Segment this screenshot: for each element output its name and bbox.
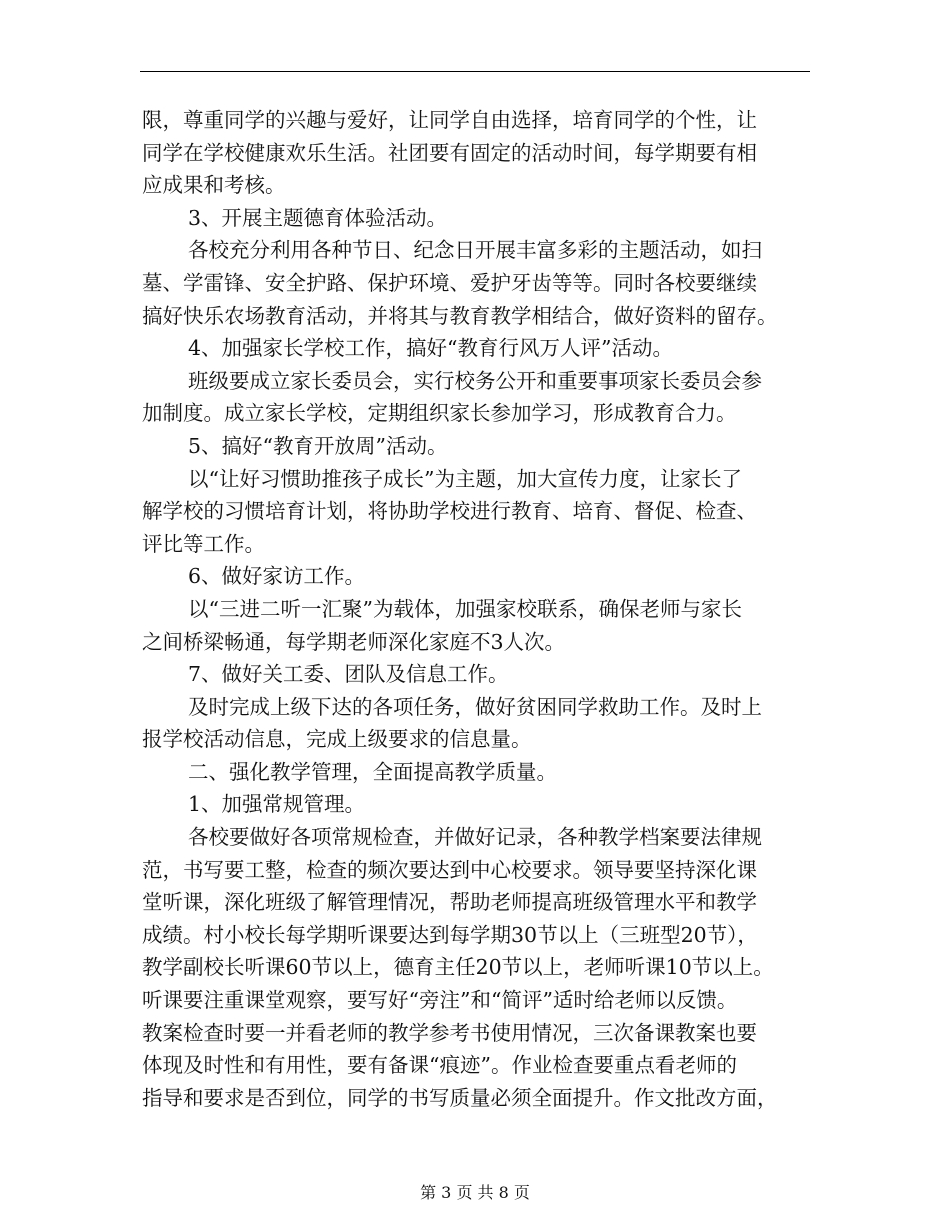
text-line: 范，书写要工整，检查的频次要达到中心校要求。领导要坚持深化课	[142, 857, 757, 882]
text-line: 3、开展主题德育体验活动。	[188, 205, 448, 230]
text-line: 教学副校长听课60节以上，德育主任20节以上，老师听课10节以上。	[142, 955, 774, 980]
text-line: 报学校活动信息，完成上级要求的信息量。	[142, 727, 532, 752]
text-line: 同学在学校健康欢乐生活。社团要有固定的活动时间，每学期要有相	[142, 140, 757, 165]
text-line: 搞好快乐农场教育活动，并将其与教育教学相结合，做好资料的留存。	[142, 303, 778, 328]
text-line: 成绩。村小校长每学期听课要达到每学期30节以上（三班型20节），	[142, 922, 758, 947]
page-number-footer: 第 3 页 共 8 页	[420, 1183, 530, 1202]
header-rule	[140, 71, 810, 72]
text-line: 加制度。成立家长学校，定期组织家长参加学习，形成教育合力。	[142, 401, 737, 426]
text-line: 限，尊重同学的兴趣与爱好，让同学自由选择，培育同学的个性，让	[142, 108, 757, 132]
text-line: 之间桥梁畅通，每学期老师深化家庭不3人次。	[142, 629, 566, 654]
text-line: 应成果和考核。	[142, 173, 286, 198]
text-line: 及时完成上级下达的各项任务，做好贫困同学救助工作。及时上	[188, 694, 762, 719]
text-line: 1、加强常规管理。	[188, 792, 366, 817]
body-text	[142, 104, 812, 1114]
text-line: 5、搞好“教育开放周”活动。	[188, 433, 448, 458]
text-line: 二、强化教学管理，全面提高教学质量。	[188, 759, 557, 784]
text-line: 解学校的习惯培育计划，将协助学校进行教育、培育、督促、检查、	[142, 499, 757, 524]
text-line: 体现及时性和有用性，要有备课“痕迹”。作业检查要重点看老师的	[142, 1053, 737, 1078]
text-line: 6、做好家访工作。	[188, 564, 366, 589]
text-line: 堂听课，深化班级了解管理情况，帮助老师提高班级管理水平和教学	[142, 890, 757, 915]
text-line: 以“三进二听一汇聚”为载体，加强家校联系，确保老师与家长	[188, 596, 742, 621]
text-line: 指导和要求是否到位，同学的书写质量必须全面提升。作文批改方面，	[142, 1085, 778, 1110]
text-line: 墓、学雷锋、安全护路、保护环境、爱护牙齿等等。同时各校要继续	[142, 270, 757, 295]
text-line: 7、做好关工委、团队及信息工作。	[188, 662, 509, 687]
text-line: 各校要做好各项常规检查，并做好记录，各种教学档案要法律规	[188, 825, 762, 850]
text-line: 评比等工作。	[142, 531, 265, 556]
text-line: 听课要注重课堂观察，要写好“旁注”和“简评”适时给老师以反馈。	[142, 988, 738, 1013]
text-line: 教案检查时要一并看老师的教学参考书使用情况，三次备课教案也要	[142, 1020, 757, 1045]
text-line: 各校充分利用各种节日、纪念日开展丰富多彩的主题活动，如扫	[188, 238, 762, 263]
text-line: 以“让好习惯助推孩子成长”为主题，加大宣传力度，让家长了	[188, 466, 742, 491]
text-line: 班级要成立家长委员会，实行校务公开和重要事项家长委员会参	[188, 368, 762, 393]
text-line: 4、加强家长学校工作，搞好“教育行风万人评”活动。	[188, 336, 674, 361]
